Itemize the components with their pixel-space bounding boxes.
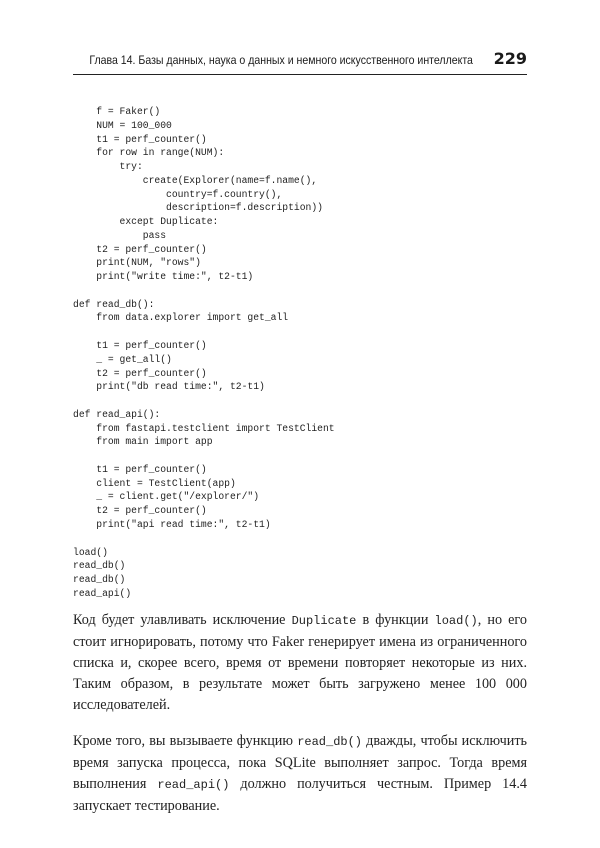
body-paragraph xyxy=(73,610,527,716)
text: дважды, чтобы исключить время запуска процесса, пока SQLite выполняет запрос. Тогда время выполнения xyxy=(73,733,527,792)
code-line: print(NUM, "rows") xyxy=(73,257,201,269)
code-line: t2 = perf_counter() xyxy=(73,243,207,255)
code-line: print("write time:", t2-t1) xyxy=(73,271,254,283)
inline-code: Duplicate xyxy=(291,614,357,628)
text: , но его стоит игнорировать, потому что Faker генерирует имена из ограниченного списка и, скорее всего, время от времени повторяет некоторые из них. Таким образом, в результате может быть загружено менее 100 000 исследователей. xyxy=(73,612,527,713)
body-paragraph xyxy=(73,731,527,817)
code-line: for row in range(NUM): xyxy=(73,147,225,159)
code-line: def read_db(): xyxy=(73,298,155,310)
code-line xyxy=(73,394,335,408)
code-line: t1 = perf_counter() xyxy=(73,133,207,145)
code-line: from fastapi.testclient import TestClient xyxy=(73,422,335,434)
text: в функции xyxy=(356,612,435,628)
code-line: f = Faker() xyxy=(73,106,161,117)
code-line: print("db read time:", t2-t1) xyxy=(73,381,265,393)
code-line: from main import app xyxy=(73,436,213,448)
inline-code: read_db() xyxy=(297,735,362,749)
code-line: NUM = 100_000 xyxy=(73,119,172,131)
code-line: t1 = perf_counter() xyxy=(73,463,207,475)
running-header xyxy=(73,50,527,75)
code-line: create(Explorer(name=f.name(), xyxy=(73,174,318,186)
code-line: _ = client.get("/explorer/") xyxy=(73,491,260,503)
inline-code: load() xyxy=(434,614,478,628)
code-listing xyxy=(73,105,335,601)
code-line: t2 = perf_counter() xyxy=(73,505,207,517)
code-line: description=f.description)) xyxy=(73,202,323,214)
code-line: def read_api(): xyxy=(73,408,161,420)
inline-code: read_api() xyxy=(157,778,230,792)
text: Кроме того, вы вызываете функцию xyxy=(73,733,298,749)
code-line: country=f.country(), xyxy=(73,188,283,200)
code-line: _ = get_all() xyxy=(73,353,172,365)
code-line: from data.explorer import get_all xyxy=(73,312,289,324)
page-number: 229 xyxy=(493,49,527,68)
text: должно получиться честным. Пример 14.4 запускает тестирование. xyxy=(73,776,527,814)
code-line: load() xyxy=(73,546,108,558)
code-line: read_db() xyxy=(73,574,126,586)
code-line: except Duplicate: xyxy=(73,216,219,228)
code-line: t2 = perf_counter() xyxy=(73,367,207,379)
code-line: print("api read time:", t2-t1) xyxy=(73,518,271,530)
chapter-title: Глава 14. Базы данных, наука о данных и немного искусственного интеллекта xyxy=(89,53,473,67)
code-line: client = TestClient(app) xyxy=(73,477,236,489)
code-line: try: xyxy=(73,161,143,173)
code-line: read_api() xyxy=(73,587,132,599)
code-line xyxy=(73,449,335,463)
code-line: t1 = perf_counter() xyxy=(73,340,207,352)
code-line xyxy=(73,325,335,339)
code-line: pass xyxy=(73,229,167,241)
code-line xyxy=(73,284,335,298)
text: Код будет улавливать исключение xyxy=(73,612,292,628)
body-text xyxy=(73,610,527,817)
code-line xyxy=(73,532,335,546)
code-line: read_db() xyxy=(73,560,126,572)
